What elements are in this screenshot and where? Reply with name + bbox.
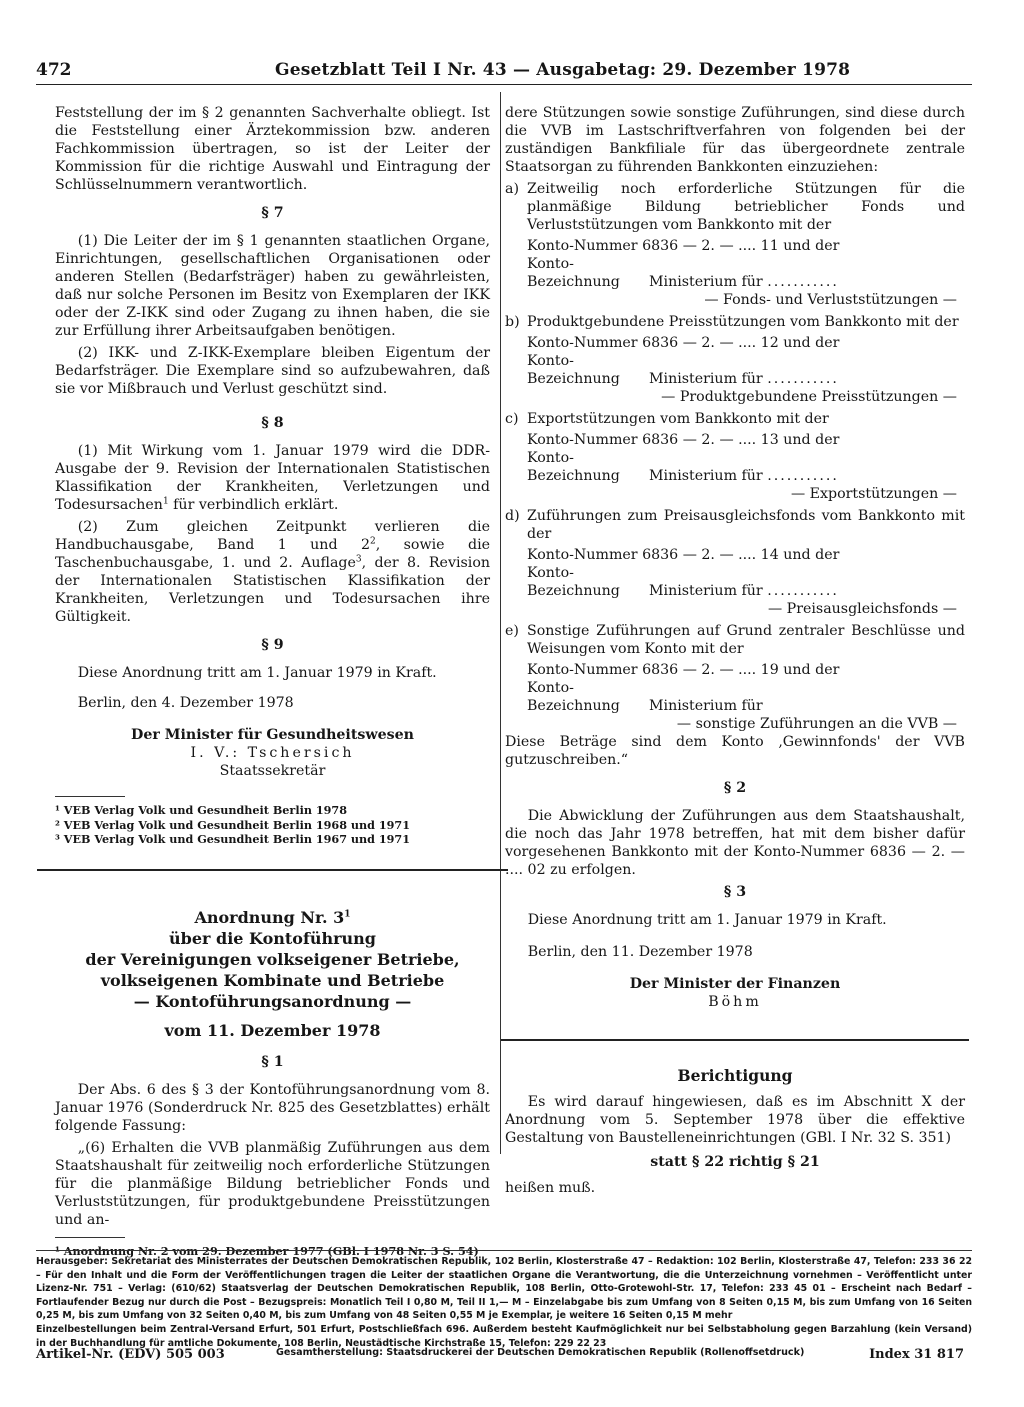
list-text: Sonstige Zuführungen auf Grund zentraler Beschlüsse und Weisungen vom Konto mit der <box>527 623 965 657</box>
date-line: Berlin, den 11. Dezember 1978 <box>527 944 753 960</box>
list-label: a) <box>505 181 519 197</box>
paragraph <box>55 442 490 514</box>
list-label: b) <box>505 314 520 330</box>
footnote-ref: 3 <box>355 554 362 565</box>
account-name-row <box>527 564 965 582</box>
footnote-rule <box>55 1237 125 1238</box>
footer-row <box>36 1345 972 1365</box>
paragraph: Feststellung der im § 2 genannten Sachverhalte obliegt. Ist die Feststellung einer Ärztekommission bzw. anderen Fachkommission übertragen, so ist der Leiter der Kommission für die richtige Auswahl und Eintragung der Schlüsselnummern verantwortlich. <box>55 105 490 193</box>
imprint-text: Einzelbestellungen beim Zentral-Versand Erfurt, 501 Erfurt, Postschließfach 696. Außerdem besteht Kaufmöglichkeit nur bei Selbstabholung gegen Barzahlung (kein Versand) in der Buchhandlung für amtliche Dokumente, 108 Berlin, Neustädtische Kirchstraße 15, Telefon: 229 22 23 <box>36 1323 972 1349</box>
left-column <box>55 104 490 1258</box>
ministry: Ministerium für <box>649 371 763 387</box>
label: Bezeichnung <box>527 371 620 387</box>
ordinance-title: über die Kontoführung <box>169 928 376 948</box>
label: Konto- <box>527 353 574 369</box>
dots: ........... <box>767 468 839 484</box>
page-header <box>36 56 972 85</box>
footnote-ref: 2 <box>369 536 376 547</box>
date-line: Berlin, den 4. Dezember 1978 <box>77 695 294 711</box>
list-label: e) <box>505 623 519 639</box>
account-item-c <box>505 410 965 503</box>
account-name-row <box>527 449 965 467</box>
ordinance-title: der Vereinigungen volkseigener Betriebe, <box>85 949 460 969</box>
section-heading-9: § 9 <box>261 637 284 653</box>
label: Konto- <box>527 565 574 581</box>
list-item <box>505 622 965 658</box>
list-text: Zuführungen zum Preisausgleichsfonds vom Bankkonto mit der <box>527 508 965 542</box>
list-item <box>505 180 965 234</box>
text-run: für verbindlich erklärt. <box>168 497 339 513</box>
section-separator <box>501 1039 969 1041</box>
account-item-e <box>505 622 965 733</box>
paragraph: „(6) Erhalten die VVB planmäßig Zuführungen aus dem Staatshaushalt für zeitweilig noch erforderliche Stützungen für die planmäßige Bildung betrieblicher Fonds und Verluststützungen, für produktgebundene Preisstützungen und an- <box>55 1139 490 1228</box>
text-run: (1) Mit Wirkung vom 1. Januar 1979 wird die DDR-Ausgabe der 9. Revision der Internationalen Statistischen Klassifikation der Krankheiten, Verletzungen und Todesursachen <box>55 443 490 513</box>
signature-name: Böhm <box>708 994 762 1010</box>
imprint <box>36 1250 972 1350</box>
account-name-row <box>527 255 965 273</box>
ministry: Ministerium für <box>649 274 763 290</box>
signature-title: Der Minister für Gesundheitswesen <box>131 727 414 743</box>
text-run: , der 8. Revision der Internationalen Statistischen Klassifikation der Krankheiten, Verletzungen und Todesursachen ihre Gültigkeit. <box>55 555 490 625</box>
account-name-row <box>527 679 965 697</box>
section-heading-8: § 8 <box>261 415 284 431</box>
correction-title: Berichtigung <box>677 1066 793 1085</box>
list-text: Zeitweilig noch erforderliche Stützungen für die planmäßige Bildung betrieblicher Fonds und Verluststützungen vom Bankkonto mit der <box>527 181 965 233</box>
footnote: ¹ Anordnung Nr. 2 vom 29. Dezember 1977 (GBl. I 1978 Nr. 3 S. 54) <box>55 1243 479 1258</box>
paragraph: dere Stützungen sowie sonstige Zuführungen, sind diese durch die VVB im Lastschriftverfahren von folgenden bei der zuständigen Bankfiliale für das übergeordnete zentrale Staatsorgan zu führenden Bankkonten einzuziehen: <box>505 105 965 175</box>
section-separator <box>37 869 508 871</box>
account-name-row <box>527 697 965 715</box>
list-item <box>505 410 965 428</box>
column-divider <box>500 92 501 1154</box>
text-run: (2) Zum gleichen Zeitpunkt verlieren die Handbuchausgabe, Band 1 und 2 <box>55 519 490 553</box>
list-item <box>505 313 965 331</box>
label: Bezeichnung <box>527 698 620 714</box>
signature-name: I. V.: Tschersich <box>190 745 355 761</box>
account-name-row <box>527 273 965 291</box>
account-name-row <box>527 370 965 388</box>
label: Konto- <box>527 256 574 272</box>
paragraph: Der Abs. 6 des § 3 der Kontoführungsanordnung vom 8. Januar 1976 (Sonderdruck Nr. 825 des Gesetzblattes) erhält folgende Fassung: <box>55 1081 490 1134</box>
footnote: ¹ VEB Verlag Volk und Gesundheit Berlin 1978 <box>55 803 347 817</box>
ministry: Ministerium für <box>649 698 763 714</box>
account-name: — Preisausgleichsfonds — <box>767 601 957 617</box>
account-name: — Fonds- und Verluststützungen — <box>704 292 957 308</box>
article-number: Artikel-Nr. (EDV) 505 003 <box>36 1347 225 1362</box>
ordinance-title <box>55 907 490 928</box>
footnote: ³ VEB Verlag Volk und Gesundheit Berlin 1967 und 1971 <box>55 832 411 846</box>
ordinance-title: volkseigenen Kombinate und Betriebe <box>100 970 445 990</box>
title-text: Anordnung Nr. 3 <box>194 907 345 927</box>
list-label: d) <box>505 508 520 524</box>
account-name: — sonstige Zuführungen an die VVB — <box>676 716 957 732</box>
label: Konto- <box>527 450 574 466</box>
account-number: Konto-Nummer 6836 — 2. — .... 14 und der <box>527 547 840 563</box>
footnote-ref: 1 <box>344 909 351 920</box>
paragraph: Diese Beträge sind dem Konto ‚Gewinnfonds' der VVB gutzuschreiben.“ <box>505 734 965 768</box>
signature-title: Der Minister der Finanzen <box>629 976 841 992</box>
right-column <box>505 104 965 1197</box>
signature-role: Staatssekretär <box>219 763 326 779</box>
footnote-rule <box>55 796 125 797</box>
correction-statement: statt § 22 richtig § 21 <box>650 1154 820 1170</box>
account-name: — Produktgebundene Preisstützungen — <box>661 389 957 405</box>
account-item-a <box>505 180 965 309</box>
ministry: Ministerium für <box>649 468 763 484</box>
paragraph <box>55 518 490 626</box>
paragraph: (2) IKK- und Z-IKK-Exemplare bleiben Eigentum der Bedarfsträger. Die Exemplare sind so aufzubewahren, daß sie vor Mißbrauch und Verlust geschützt sind. <box>55 345 490 397</box>
account-item-d <box>505 507 965 618</box>
label: Bezeichnung <box>527 468 620 484</box>
account-name-row <box>527 352 965 370</box>
paragraph: Diese Anordnung tritt am 1. Januar 1979 in Kraft. <box>77 665 437 681</box>
index-number: Index 31 817 <box>869 1347 964 1362</box>
printer-info: Gesamtherstellung: Staatsdruckerei der Deutschen Demokratischen Republik (Rollenoffsetdruck) <box>276 1347 805 1358</box>
account-name: — Exportstützungen — <box>790 486 957 502</box>
paragraph: Es wird darauf hingewiesen, daß es im Abschnitt X der Anordnung vom 5. September 1978 über die effektive Gestaltung von Baustelleneinrichtungen (GBl. I Nr. 32 S. 351) <box>505 1094 965 1146</box>
paragraph: heißen muß. <box>505 1180 596 1196</box>
footnote: ² VEB Verlag Volk und Gesundheit Berlin 1968 und 1971 <box>55 817 411 832</box>
label: Bezeichnung <box>527 274 620 290</box>
account-number: Konto-Nummer 6836 — 2. — .... 12 und der <box>527 335 840 351</box>
section-heading-7: § 7 <box>261 205 284 221</box>
dots: ........... <box>767 274 839 290</box>
text-run: , sowie die Taschenbuchausgabe, 1. und 2. Auflage <box>55 537 490 571</box>
list-label: c) <box>505 411 519 427</box>
ministry: Ministerium für <box>649 583 763 599</box>
list-text: Produktgebundene Preisstützungen vom Bankkonto mit der <box>527 314 959 330</box>
account-name-row <box>527 582 965 600</box>
dots: ........... <box>767 371 839 387</box>
account-item-b <box>505 313 965 406</box>
list-text: Exportstützungen vom Bankkonto mit der <box>527 411 829 427</box>
imprint-text: Herausgeber: Sekretariat des Ministerrates der Deutschen Demokratischen Republik, 102 Berlin, Klosterstraße 47 – Redaktion: 102 Berlin, Klosterstraße 47, Telefon: 233 36 22 – Für den Inhalt und die Form der Veröffentlichungen tragen die Leiter der staatlichen Organe die Verantwortung, die die Unterzeichnung vornehmen – Veröffentlicht unter Lizenz-Nr. 751 – Verlag: (610/62) Staatsverlag der Deutschen Demokratischen Republik, 108 Berlin, Otto-Grotewohl-Str. 17, Telefon: 233 45 01 – Erscheint nach Bedarf – Fortlaufender Bezug nur durch die Post – Bezugspreis: Monatlich Teil I 0,80 M, Teil II 1,— M – Einzelabgabe bis zum Umfang von 8 Seiten 0,15 M, bis zum Umfang von 16 Seiten 0,25 M, bis zum Umfang von 32 Seiten 0,40 M, bis zum Umfang von 48 Seiten 0,55 M je Exemplar, je weitere 16 Seiten 0,15 M mehr <box>36 1256 972 1322</box>
dots: ........... <box>767 583 839 599</box>
list-item <box>505 507 965 543</box>
account-name-row <box>527 467 965 485</box>
footnote-ref: 1 <box>162 496 169 507</box>
label: Konto- <box>527 680 574 696</box>
page-number: 472 <box>36 60 72 80</box>
section-heading-1: § 1 <box>261 1053 284 1070</box>
gazette-title: Gesetzblatt Teil I Nr. 43 — Ausgabetag: 29. Dezember 1978 <box>275 60 851 80</box>
account-number: Konto-Nummer 6836 — 2. — .... 11 und der <box>527 238 840 254</box>
account-number: Konto-Nummer 6836 — 2. — .... 13 und der <box>527 432 840 448</box>
section-heading-3: § 3 <box>723 884 747 900</box>
section-heading-2: § 2 <box>723 780 747 796</box>
ordinance-subtitle: — Kontoführungsanordnung — <box>133 991 412 1011</box>
paragraph: Diese Anordnung tritt am 1. Januar 1979 in Kraft. <box>527 912 887 928</box>
ordinance-date: vom 11. Dezember 1978 <box>164 1020 381 1040</box>
paragraph: (1) Die Leiter der im § 1 genannten staatlichen Organe, Einrichtungen, gesellschaftlichen Organisationen oder anderen Stellen (Bedarfsträger) haben zu gewährleisten, daß nur solche Personen im Besitz von Exemplaren der IKK oder der Z-IKK sind oder Zugang zu ihnen haben, die sie zur Erfüllung ihrer Arbeitsaufgaben benötigen. <box>55 233 490 339</box>
account-number: Konto-Nummer 6836 — 2. — .... 19 und der <box>527 662 840 678</box>
paragraph: Die Abwicklung der Zuführungen aus dem Staatshaushalt, die noch das Jahr 1978 betreffen, hat mit dem bisher dafür vorgesehenen Bankkonto mit der Konto-Nummer 6836 — 2. — .... 02 zu erfolgen. <box>505 808 965 878</box>
label: Bezeichnung <box>527 583 620 599</box>
